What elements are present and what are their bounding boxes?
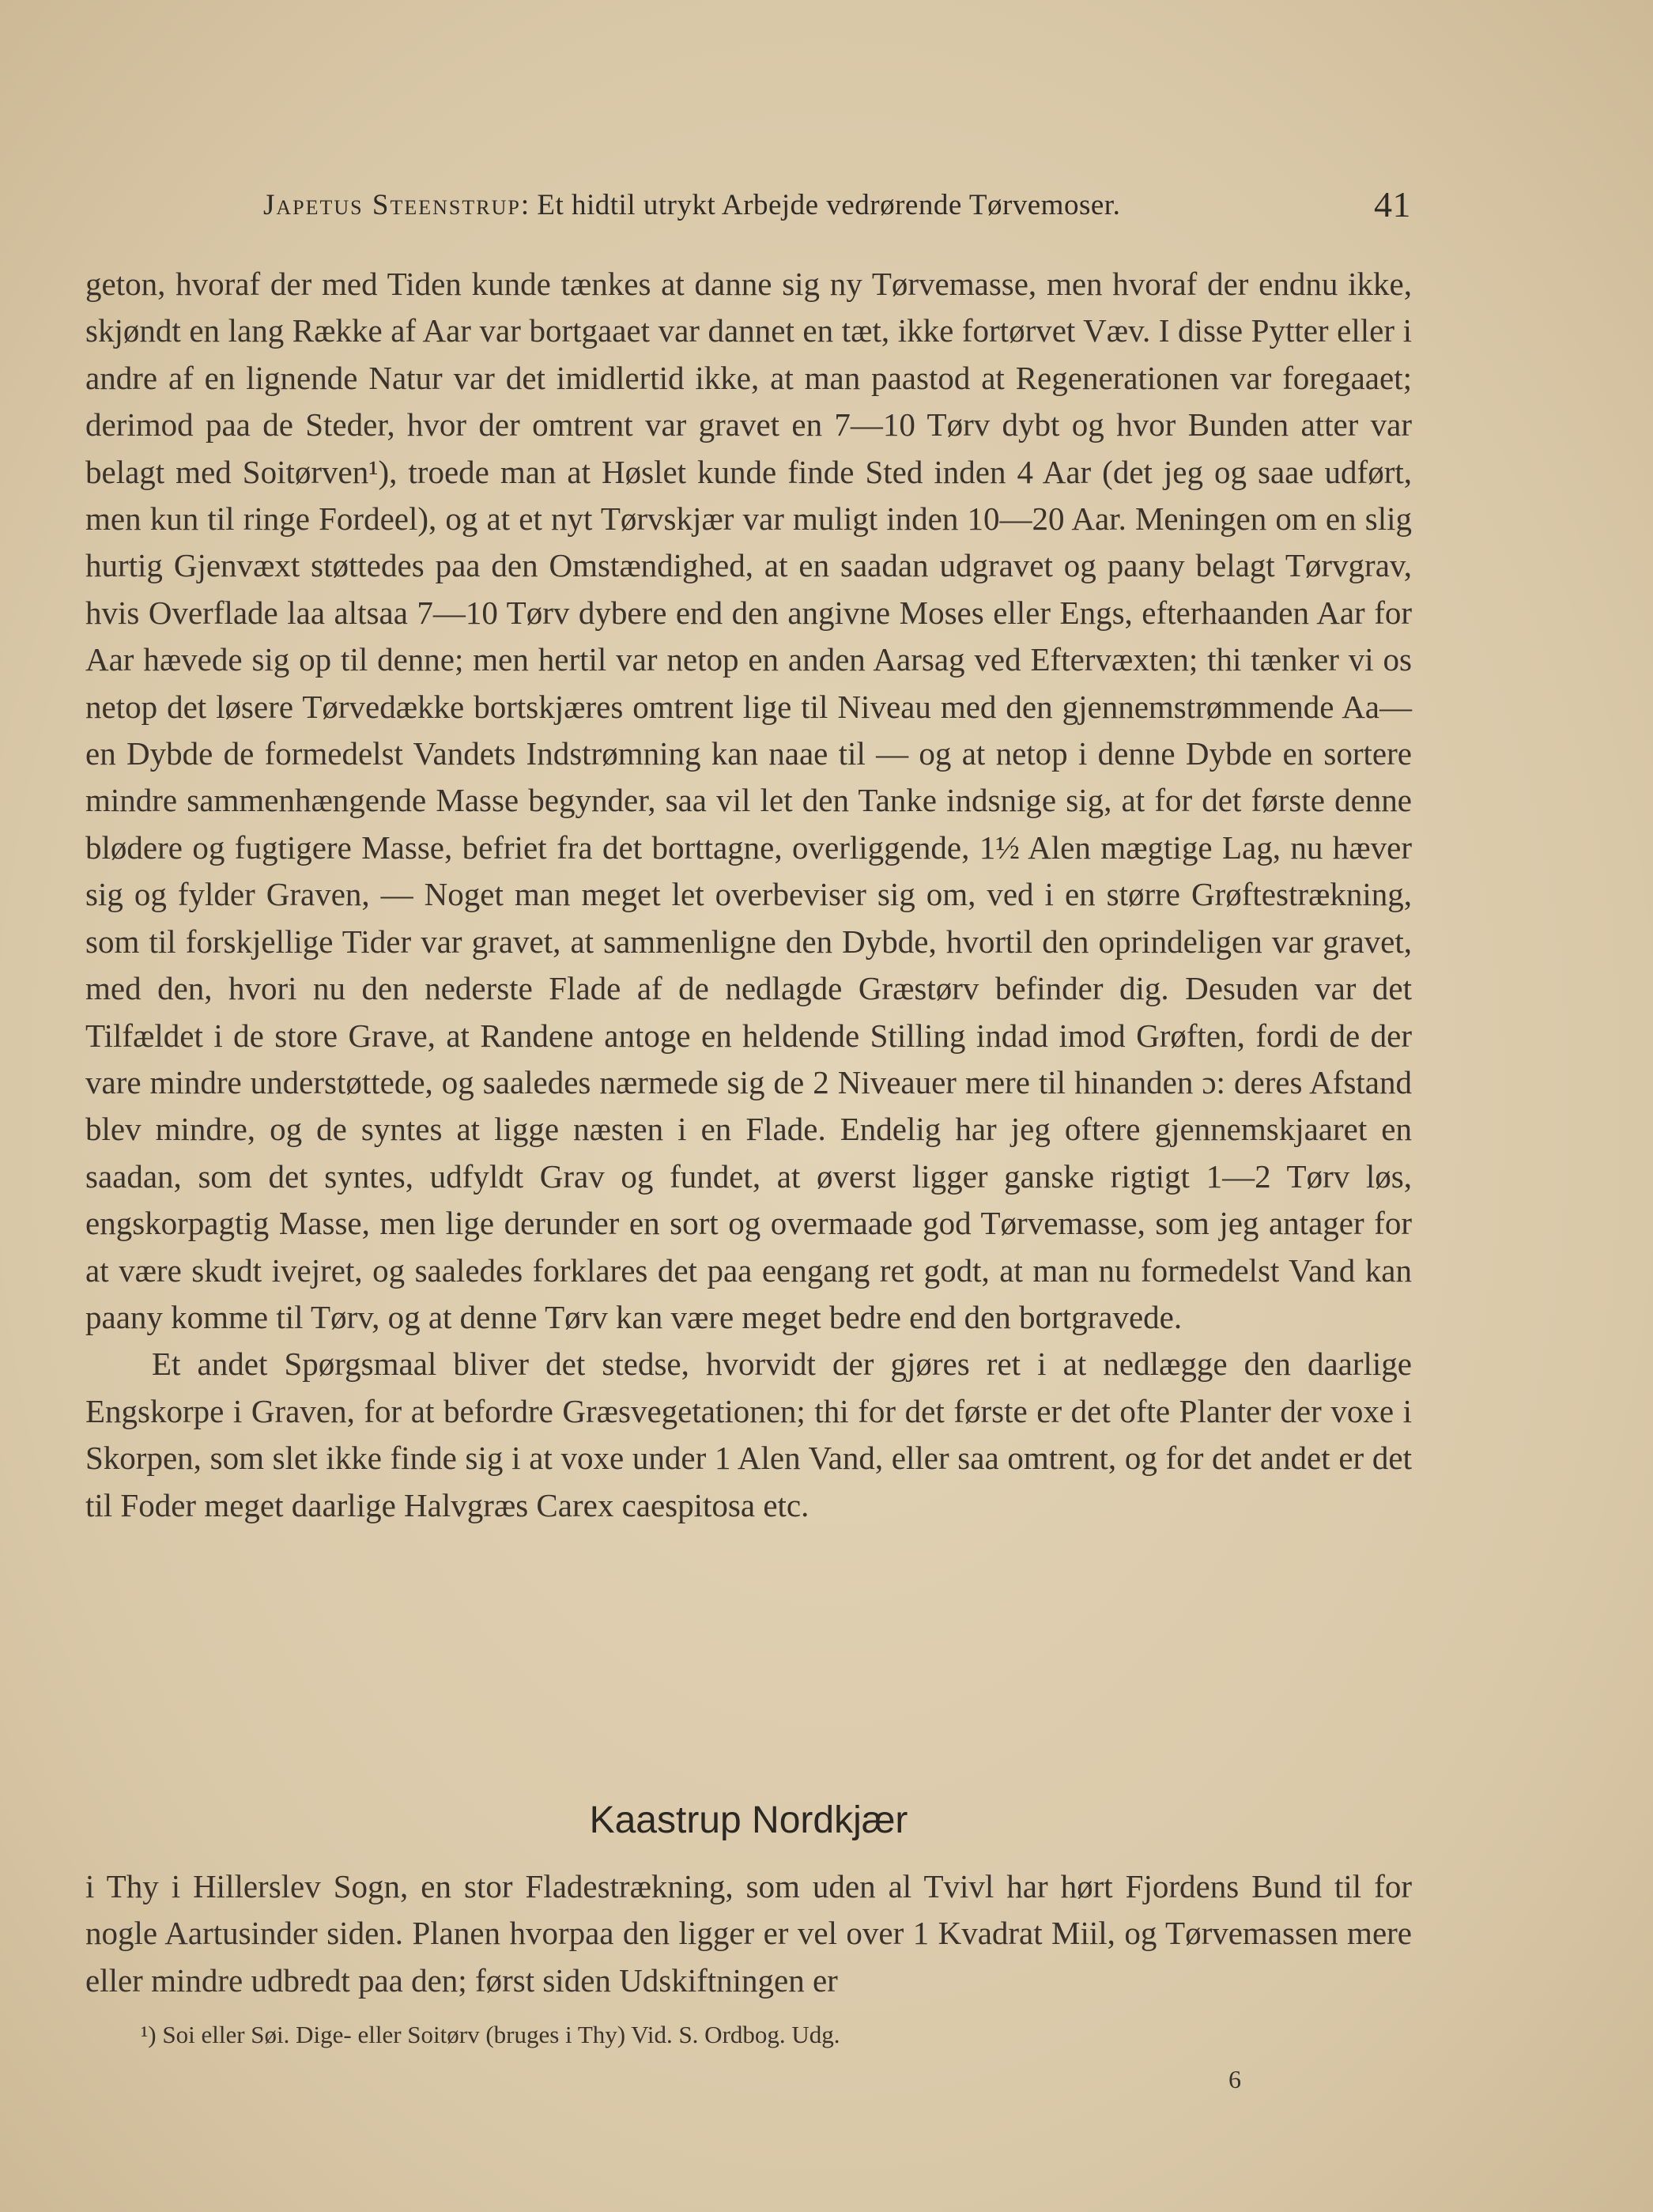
signature-mark: 6 — [1228, 2065, 1241, 2093]
page-number: 41 — [1374, 184, 1411, 225]
paragraph: Et andet Spørgsmaal bliver det stedse, hvorvidt der gjøres ret i at nedlægge den daarlige Engskorpe i Graven, for at befordre Græsvegetationen; thi for det første er det ofte Planter der voxe i Skorpen, som slet ikke finde sig i at voxe under 1 Alen Vand, eller saa omtrent, og for det andet er det til Foder meget daarlige Halvgræs Carex caespitosa etc. — [85, 1346, 1412, 1523]
header-title: Et hidtil utrykt Arbejde vedrørende Tørvemoser. — [537, 189, 1121, 221]
section-text — [85, 1863, 1412, 2004]
section-heading: Kaastrup Nordkjær — [589, 1799, 908, 1841]
header-separator: : — [520, 189, 530, 221]
body-text — [85, 261, 1412, 1529]
running-header — [263, 184, 1411, 236]
footnote: ¹) Soi eller Søi. Dige- eller Soitørv (bruges i Thy) Vid. S. Ordbog. Udg. — [141, 2021, 840, 2048]
paragraph: geton, hvoraf der med Tiden kunde tænkes at danne sig ny Tørvemasse, men hvoraf der endnu ikke, skjøndt en lang Række af Aar var bortgaaet var dannet en tæt, ikke fortørvet Væv. I disse Pytter eller i andre af en lignende Natur var det imidlertid ikke, at man paastod at Regenerationen var foregaaet; derimod paa de Steder, hvor der omtrent var gravet en 7—10 Tørv dybt og hvor Bunden atter var belagt med Soitørven¹), troede man at Høslet kunde finde Sted inden 4 Aar (det jeg og saae udført, men kun til ringe Fordeel), og at et nyt Tørvskjær var muligt inden 10—20 Aar. Meningen om en slig hurtig Gjenvæxt støttedes paa den Omstændighed, at en saadan udgravet og paany belagt Tørvgrav, hvis Overflade laa altsaa 7—10 Tørv dybere end den angivne Moses eller Engs, efterhaanden Aar for Aar hævede sig op til denne; men hertil var netop en anden Aarsag ved Eftervæxten; thi tænker vi os netop det løsere Tørvedække bortskjæres omtrent lige til Niveau med den gjennemstrømmende Aa— en Dybde de formedelst Vandets Indstrømning kan naae til — og at netop i denne Dybde en sortere mindre sammenhængende Masse begynder, saa vil let den Tanke indsnige sig, at for det første denne blødere og fugtigere Masse, befriet fra det borttagne, overliggende, 1½ Alen mægtige Lag, nu hæver sig og fylder Graven, — Noget man meget let overbeviser sig om, ved i en større Grøftestrækning, som til forskjellige Tider var gravet, at sammenligne den Dybde, hvortil den oprindeligen var gravet, med den, hvori nu den nederste Flade af de nedlagde Græstørv befinder dig. Desuden var det Tilfældet i de store Grave, at Randene antoge en heldende Stilling indad imod Grøften, fordi de der vare mindre understøttede, og saaledes nærmede sig de 2 Niveauer mere til hinanden ɔ: deres Afstand blev mindre, og de syntes at ligge næsten i en Flade. Endelig har jeg oftere gjennemskjaaret en saadan, som det syntes, udfyldt Grav og fundet, at øverst ligger ganske rigtigt 1—2 Tørv løs, engskorpagtig Masse, men lige derunder en sort og overmaade god Tørvemasse, som jeg antager for at være skudt ivejret, og saaledes forklares det paa eengang ret godt, at man nu formedelst Vand kan paany komme til Tørv, og at denne Tørv kan være meget bedre end den bortgravede. — [85, 266, 1412, 1335]
header-author: Japetus Steenstrup — [263, 189, 521, 221]
paragraph: i Thy i Hillerslev Sogn, en stor Fladestrækning, som uden al Tvivl har hørt Fjordens Bund til for nogle Aartusinder siden. Planen hvorpaa den ligger er vel over 1 Kvadrat Miil, og Tørvemassen mere eller mindre udbredt paa den; først siden Udskiftningen er — [85, 1868, 1412, 1999]
